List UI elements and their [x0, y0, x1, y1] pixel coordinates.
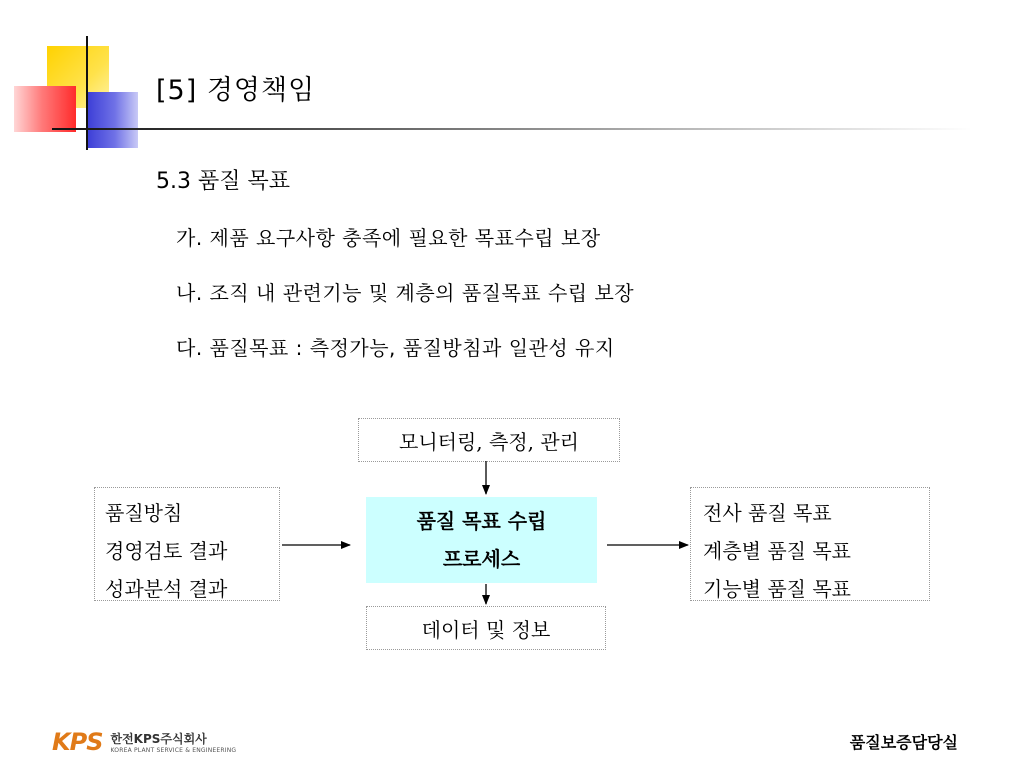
section-heading: 5.3 품질 목표: [156, 169, 290, 194]
output-item: 기능별 품질 목표: [703, 577, 851, 601]
output-item: 계층별 품질 목표: [703, 539, 851, 563]
logo-korean-name: 한전KPS주식회사: [110, 732, 207, 746]
monitoring-box: [358, 418, 620, 462]
logo-mark: KPS: [52, 728, 103, 756]
decor-red-square: [14, 86, 76, 132]
process-box: [366, 497, 597, 583]
decor-blue-square: [86, 92, 138, 148]
logo-english-name: KOREA PLANT SERVICE & ENGINEERING: [110, 747, 237, 754]
title-underline: [52, 128, 972, 130]
process-label: 프로세스: [442, 547, 521, 571]
input-item: 경영검토 결과: [105, 539, 228, 563]
outputs-box: [690, 487, 930, 601]
monitoring-box-label: 모니터링, 측정, 관리: [399, 429, 579, 454]
input-item: 품질방침: [105, 501, 183, 525]
logo-text: [110, 730, 236, 754]
company-logo: [52, 728, 236, 756]
data-info-box: [366, 606, 606, 650]
bullet-item: 나. 조직 내 관련기능 및 계층의 품질목표 수립 보장: [176, 281, 635, 305]
department-label: 품질보증담당실: [849, 733, 958, 752]
data-info-box-label: 데이터 및 정보: [421, 617, 551, 642]
slide-title: [5] 경영책임: [156, 75, 316, 106]
process-label: 품질 목표 수립: [416, 509, 547, 533]
bullet-item: 가. 제품 요구사항 충족에 필요한 목표수립 보장: [176, 226, 601, 250]
output-item: 전사 품질 목표: [703, 501, 832, 525]
bullet-item: 다. 품질목표 : 측정가능, 품질방침과 일관성 유지: [176, 336, 615, 360]
input-item: 성과분석 결과: [105, 577, 228, 601]
decor-vertical-line: [86, 36, 88, 150]
inputs-box: [94, 487, 280, 601]
